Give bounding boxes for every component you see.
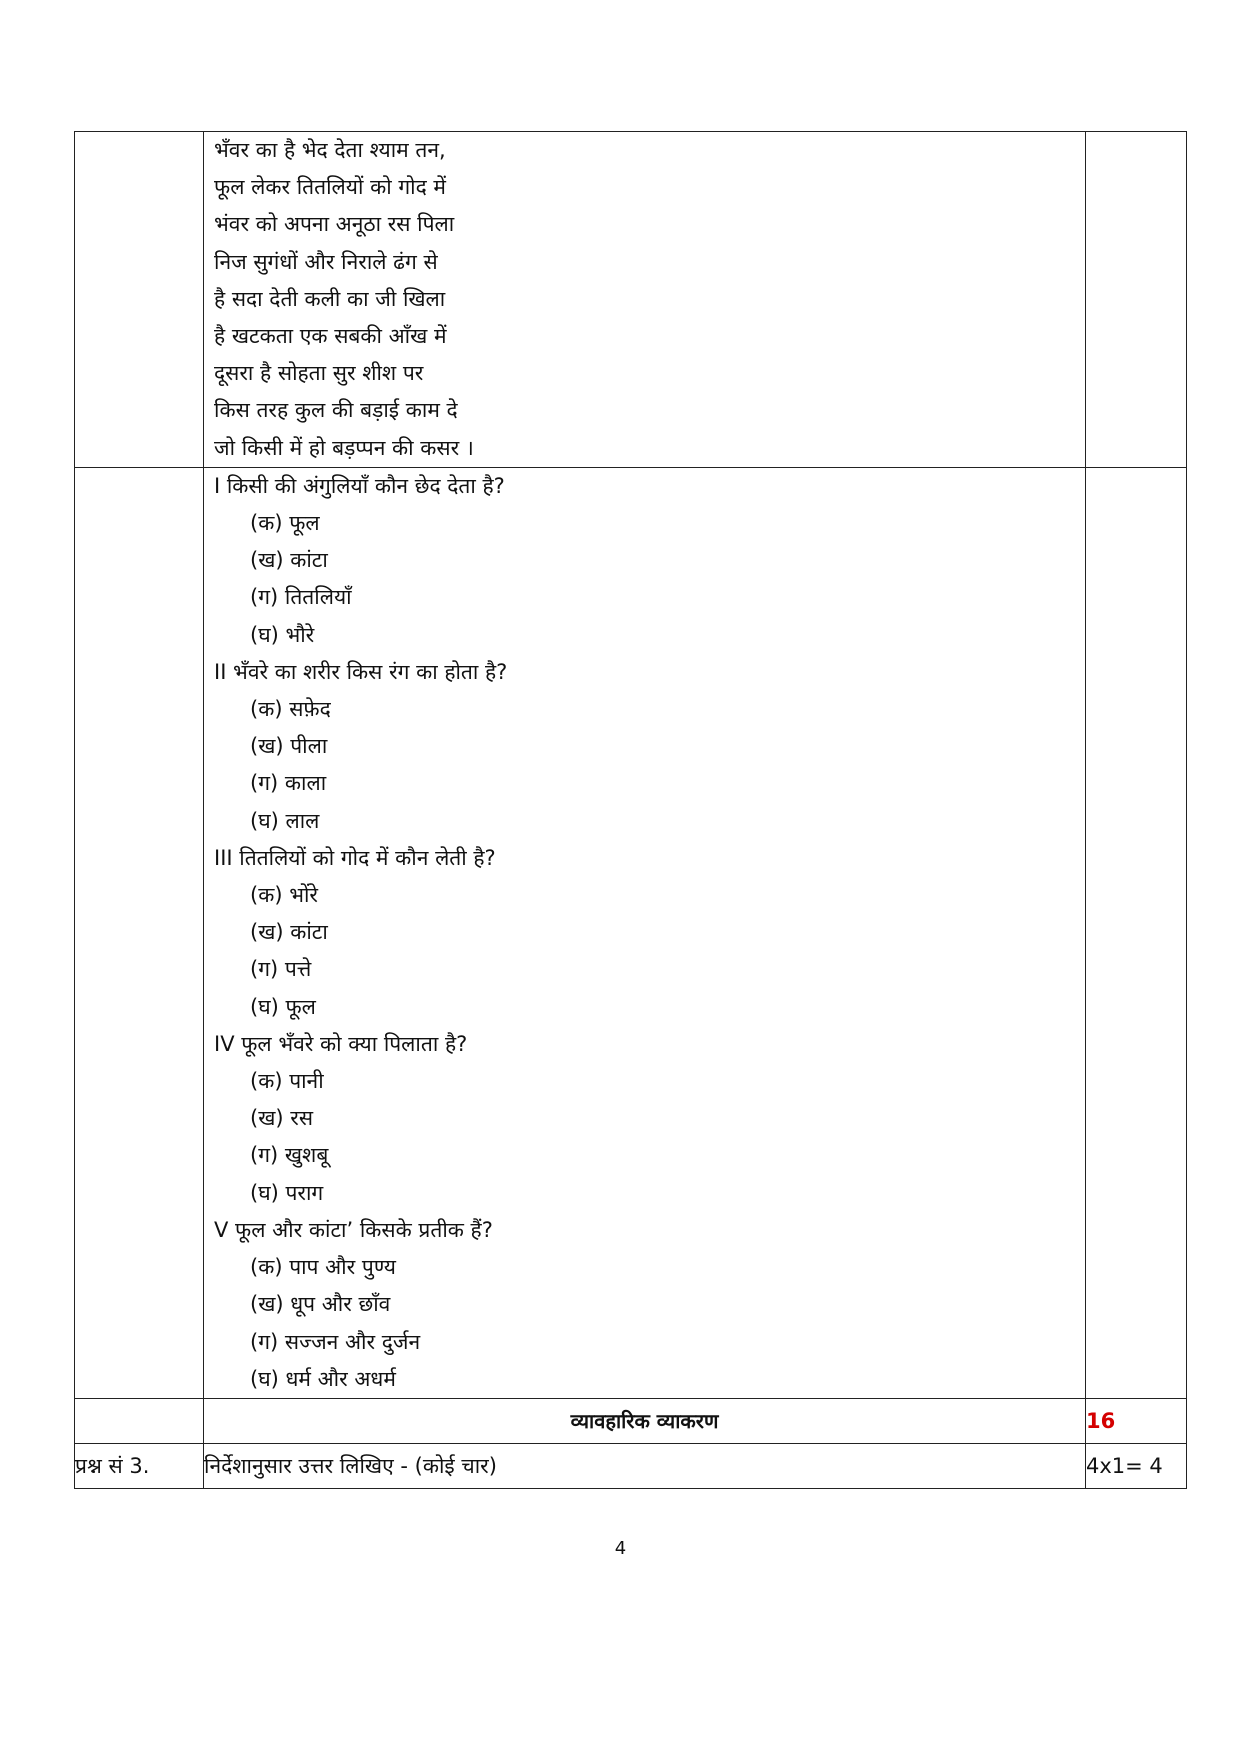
empty-cell (75, 132, 204, 468)
question3-marks: 4x1= 4 (1086, 1443, 1187, 1488)
section-marks: 16 (1086, 1398, 1187, 1443)
page-number: 4 (614, 1538, 627, 1559)
poem-line: भंवर को अपना अनूठा रस पिला (214, 212, 455, 237)
option: (क) भोंरे (250, 883, 318, 908)
question3-row (75, 1443, 1187, 1488)
option: (क) सफ़ेद (250, 697, 331, 722)
option: (ख) धूप और छाँव (250, 1292, 391, 1317)
option: (ख) कांटा (250, 920, 328, 945)
option: (ग) तितलियाँ (250, 585, 352, 610)
question-text: V फूल और कांटा’ किसके प्रतीक हैं? (214, 1217, 493, 1242)
questions-cell (204, 467, 1086, 1398)
option: (ख) रस (250, 1106, 314, 1131)
option: (ग) सज्जन और दुर्जन (250, 1329, 421, 1354)
question-text: III तितलियों को गोद में कौन लेती है? (214, 845, 496, 870)
poem-line: जो किसी में हो बड़प्पन की कसर । (214, 435, 474, 460)
poem-row (75, 132, 1187, 468)
poem-line: है सदा देती कली का जी खिला (214, 286, 446, 311)
option: (ग) पत्ते (250, 957, 312, 982)
poem-line: भँवर का है भेद देता श्याम तन, (214, 138, 446, 162)
poem-line: दूसरा है सोहता सुर शीश पर (214, 361, 424, 386)
option: (क) पाप और पुण्य (250, 1255, 396, 1280)
option: (घ) पराग (250, 1180, 324, 1205)
section-title: व्यावहारिक व्याकरण (204, 1398, 1086, 1443)
poem-line: निज सुगंधों और निराले ढंग से (214, 249, 438, 274)
section-header-row (75, 1398, 1187, 1443)
empty-cell (1086, 467, 1187, 1398)
poem-line: किस तरह कुल की बड़ाई काम दे (214, 398, 458, 423)
question-number: प्रश्न सं 3. (75, 1443, 204, 1488)
poem-line: है खटकता एक सबकी आँख में (214, 324, 447, 349)
option: (घ) फूल (250, 994, 316, 1019)
option: (ग) खुशबू (250, 1143, 329, 1168)
empty-cell (1086, 132, 1187, 468)
option: (घ) लाल (250, 808, 320, 833)
option: (ख) पीला (250, 734, 328, 759)
option: (घ) भौरे (250, 622, 315, 647)
option: (क) फूल (250, 511, 320, 536)
empty-cell (75, 1398, 204, 1443)
option: (ख) कांटा (250, 548, 328, 573)
poem-line: फूल लेकर तितलियों को गोद में (214, 175, 446, 200)
empty-cell (75, 467, 204, 1398)
questions-row (75, 467, 1187, 1398)
question-text: II भँवरे का शरीर किस रंग का होता है? (214, 659, 508, 684)
question3-text: निर्देशानुसार उत्तर लिखिए - (कोई चार) (204, 1443, 1086, 1488)
option: (क) पानी (250, 1069, 324, 1094)
question-text: I किसी की अंगुलियाँ कौन छेद देता है? (214, 473, 505, 498)
option: (ग) काला (250, 771, 327, 796)
question-table (74, 131, 1187, 1489)
poem-cell (204, 132, 1086, 468)
question-text: IV फूल भँवरे को क्या पिलाता है? (214, 1031, 468, 1056)
option: (घ) धर्म और अधर्म (250, 1366, 396, 1391)
